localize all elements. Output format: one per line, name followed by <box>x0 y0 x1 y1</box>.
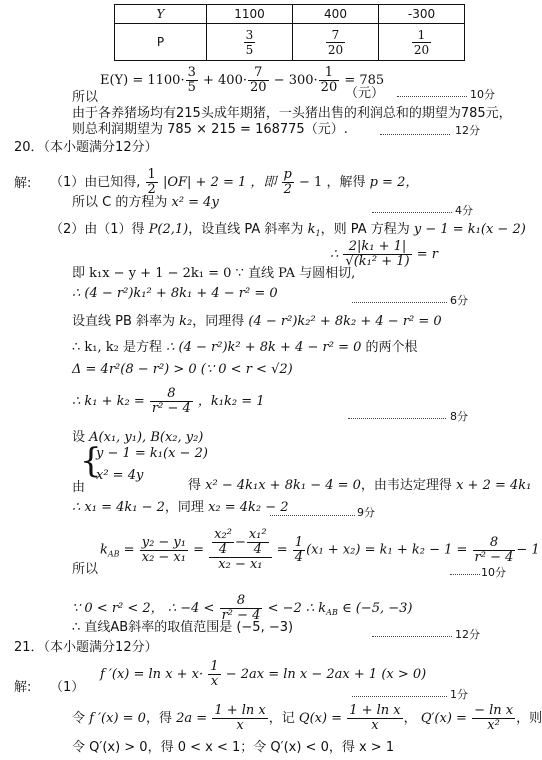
expect-term: − 300· <box>273 73 318 88</box>
formula: x² = 4y <box>171 195 219 210</box>
formula: f ′(x) = 0 <box>89 711 146 726</box>
text: ，记 <box>268 711 295 726</box>
formula: (x₁ + x₂) = k₁ + k₂ − 1 = <box>306 542 468 558</box>
frac-num: 7 <box>248 66 269 81</box>
frac-num: p <box>283 167 292 182</box>
frac-den: 20 <box>413 42 430 57</box>
frac-den: x² <box>487 718 500 733</box>
score-9: 9分 <box>357 506 375 519</box>
expect-unit: （元） <box>345 86 385 101</box>
formula: Q′(x) = <box>420 711 467 726</box>
formula: A(x₁, y₁), B(x₂, y₂) <box>89 430 204 445</box>
q20-line6 <box>72 340 418 356</box>
q20-c-equation <box>72 195 219 211</box>
dotted-leader <box>352 302 447 303</box>
text: （1）由已知得, <box>50 175 141 190</box>
frac-num: 1 + ln x <box>214 703 266 718</box>
dotted-leader <box>450 574 480 575</box>
q20-jie: 解: <box>14 176 32 191</box>
dotted-leader <box>372 212 452 213</box>
formula: − 1 <box>516 542 540 558</box>
suoyi-label: 所以 <box>72 562 99 577</box>
formula: ∈ (−5, −3) <box>341 601 413 616</box>
frac-num: 3 <box>245 27 254 42</box>
dotted-leader <box>372 636 452 637</box>
q21-line3: 令 Q′(x) > 0，得 0 < x < 1；令 Q′(x) < 0，得 x > 1 <box>72 740 395 755</box>
formula: ，k₁k₂ = 1 <box>197 394 265 409</box>
frac-den: 5 <box>245 42 254 57</box>
q20-tangent-condition <box>330 240 438 269</box>
conclusion-line-1: 由于各养猪场均有215头成年期猪，一头猪出售的利润总和的期望为785元， <box>72 106 512 121</box>
formula: − 1 ，解得 <box>299 175 366 190</box>
frac-num: 1 <box>210 659 219 674</box>
score-1: 1分 <box>450 688 468 701</box>
formula: 2a = <box>176 711 208 726</box>
frac-den: r² − 4 <box>474 549 514 565</box>
formula: ∴ k₁ + k₂ = <box>72 394 145 409</box>
table-prob-cell <box>207 24 293 61</box>
q20-vieta <box>72 387 265 416</box>
score-6: 6分 <box>450 294 468 307</box>
q21-jie: 解: <box>14 680 32 695</box>
formula: ∴ (4 − r²)k² + 8k + 4 − r² = 0 <box>166 340 362 355</box>
text: （2）由（1）得 <box>50 222 145 237</box>
frac-den: x <box>210 674 219 689</box>
frac-den: √(k₁² + 1) <box>345 254 410 269</box>
frac-den: 2 <box>147 182 156 197</box>
table-p-label: P <box>115 24 207 61</box>
formula: < −2 ∴ k <box>267 601 327 616</box>
score-10: 10分 <box>481 566 506 579</box>
text: 的两个根 <box>365 340 418 355</box>
expect-lhs: E(Y) = 1100· <box>100 73 185 88</box>
q20-part1 <box>50 168 418 197</box>
frac-den: r² − 4 <box>221 608 261 623</box>
system-eq-1: y − 1 = k₁(x − 2) <box>96 446 208 461</box>
text: 设 <box>72 430 86 445</box>
frac-num: 3 <box>187 65 196 80</box>
expect-result: = 785 <box>344 73 385 88</box>
subscript: AB <box>107 549 120 559</box>
text: ，由韦达定理得 <box>360 478 452 493</box>
expectation-formula <box>100 66 384 95</box>
text: ，得 <box>145 711 172 726</box>
formula: − 2ax = ln x − 2ax + 1 (x > 0) <box>225 667 427 682</box>
text: ，则 <box>516 711 542 726</box>
frac-num: 1 <box>319 66 340 81</box>
frac-num: 7 <box>326 28 345 43</box>
frac-den: 2 <box>283 182 292 197</box>
frac-den: 20 <box>320 80 338 95</box>
q20-range <box>72 594 412 623</box>
q21-derivative <box>100 660 426 689</box>
frac-num: y₂ − y₁ <box>141 534 186 550</box>
q20-part2-line1: （2）由（1）得 P(2,1)，设直线 PA 斜率为 $k_1$，则 PA 方程为 y − 1 = k₁(x − 2) <box>50 222 526 238</box>
text: 设直线 PB 斜率为 <box>72 314 176 329</box>
text: 令 <box>72 711 86 726</box>
expect-term: + 400· <box>203 73 247 88</box>
frac-num: 8 <box>220 594 263 609</box>
frac-den: x <box>371 718 379 733</box>
q20-quadratic <box>188 478 531 494</box>
formula: k <box>100 542 108 558</box>
q21-heading: 21．（本小题满分12分） <box>14 640 158 655</box>
formula: (4 − r²)k₂² + 8k₂ + 4 − r² = 0 <box>248 314 442 329</box>
score-12: 12分 <box>455 124 480 137</box>
conclusion-line-2: 则总利润期望为 785 × 215 = 168775（元）. <box>72 122 348 137</box>
formula: x₂ = 4k₂ − 2 <box>208 500 289 515</box>
table-row <box>115 24 465 61</box>
distribution-table <box>114 4 465 61</box>
frac-num: 8 <box>150 387 193 402</box>
formula: f ′(x) = ln x + x· <box>100 667 204 682</box>
table-row <box>115 5 465 24</box>
q20-answer: ∴ 直线AB斜率的取值范围是 (−5, −3) <box>72 620 294 635</box>
dotted-leader <box>270 515 355 516</box>
you-label: 由 <box>72 480 86 495</box>
dotted-leader <box>352 696 447 697</box>
system-brace: { <box>80 441 102 481</box>
frac-num: 1 <box>147 167 156 182</box>
formula: x² − 4k₁x + 8k₁ − 4 = 0 <box>205 478 361 493</box>
frac-den: 4 <box>294 549 304 565</box>
text: ∴ k₁, k₂ 是方程 <box>72 340 162 355</box>
frac-den: 4 <box>253 542 262 557</box>
formula: ∴ x₁ = 4k₁ − 2 <box>72 500 165 515</box>
dotted-leader <box>348 418 446 419</box>
formula: ∵ 0 < r² < 2， <box>72 601 164 616</box>
table-prob-cell <box>293 24 379 61</box>
formula: x + 2 = 4k₁ <box>456 478 532 493</box>
frac-num: x₂² <box>214 527 232 542</box>
q20-discriminant: Δ = 4r²(8 − r²) > 0 (∵ 0 < r < √2) <box>72 362 293 377</box>
text: ，同理 <box>164 500 204 515</box>
frac-den: 4 <box>218 542 228 557</box>
frac-num: − ln x <box>474 703 514 718</box>
formula: |OF| + 2 = 1 ，即 <box>162 175 277 190</box>
q20-roots <box>72 500 289 516</box>
dotted-leader <box>380 134 450 135</box>
therefore-sign: ∴ <box>330 247 339 262</box>
formula: k₂ <box>179 314 193 329</box>
q20-kab-formula: $k_{AB}$ = $\frac{\text{y₂ − y₁}}{\text{x₂ − x₁}}$ = $\frac{\text{x₂²}}{4}$ − $\frac{\text{x₁²}}{4}$ x₂ − x₁ = $\frac{1}{4}$ (x₁ + x₂) = k₁ + k₂ − 1 = $\frac{8}{\text{r² − 4}}$ − 1 <box>100 527 540 572</box>
table-header-neg300: -300 <box>379 5 465 24</box>
score-12: 12分 <box>455 628 480 641</box>
frac-num: 8 <box>473 536 516 551</box>
frac-num: 1 + ln x <box>349 703 401 718</box>
text: 得 <box>188 478 202 493</box>
formula: y − 1 = k₁(x − 2) <box>413 222 526 237</box>
score-4: 4分 <box>455 204 473 217</box>
score-8: 8分 <box>450 410 468 423</box>
text: ，则 PA 方程为 <box>320 222 410 237</box>
text: ，同理得 <box>192 314 245 329</box>
frac-den: r² − 4 <box>151 401 191 416</box>
suoyi-label: 所以 <box>72 90 99 105</box>
formula: p = 2， <box>369 175 419 190</box>
text: ，设直线 PA 斜率为 <box>188 222 304 237</box>
frac-num: x₁² <box>248 527 267 542</box>
formula: ∴ −4 < <box>167 601 215 616</box>
system-eq-2: x² = 4y <box>96 468 144 483</box>
frac-den: 20 <box>250 80 267 95</box>
subscript: AB <box>326 608 338 617</box>
table-header-400: 400 <box>293 5 379 24</box>
q20-line3: 即 k₁x − y + 1 − 2k₁ = 0 ∵ 直线 PA 与圆相切, <box>72 266 356 281</box>
frac-den: x₂ − x₁ <box>218 557 263 572</box>
formula: P(2,1) <box>148 222 189 237</box>
q21-part1: （1） <box>50 680 85 695</box>
dotted-leader <box>397 96 467 97</box>
formula: = r <box>416 247 438 262</box>
frac-den: x₂ − x₁ <box>141 549 186 565</box>
frac-num: 2|k₁ + 1| <box>343 240 411 255</box>
table-header-y: Y <box>115 5 207 24</box>
frac-den: 20 <box>327 42 344 57</box>
q20-line5 <box>72 314 442 330</box>
frac-den: x <box>236 718 244 733</box>
score-10: 10分 <box>470 88 495 101</box>
frac-num: 1 <box>294 534 304 550</box>
frac-num: 1 <box>412 28 431 43</box>
q21-line2 <box>72 704 542 733</box>
table-header-1100: 1100 <box>207 5 293 24</box>
text: 所以 C 的方程为 <box>72 195 168 210</box>
q20-heading: 20．（本小题满分12分） <box>14 140 158 155</box>
formula: Q(x) = <box>298 711 343 726</box>
frac-den: 5 <box>187 80 196 95</box>
text: ， <box>403 711 417 726</box>
table-prob-cell <box>379 24 465 61</box>
q20-line4: ∴ (4 − r²)k₁² + 8k₁ + 4 − r² = 0 <box>72 286 278 301</box>
